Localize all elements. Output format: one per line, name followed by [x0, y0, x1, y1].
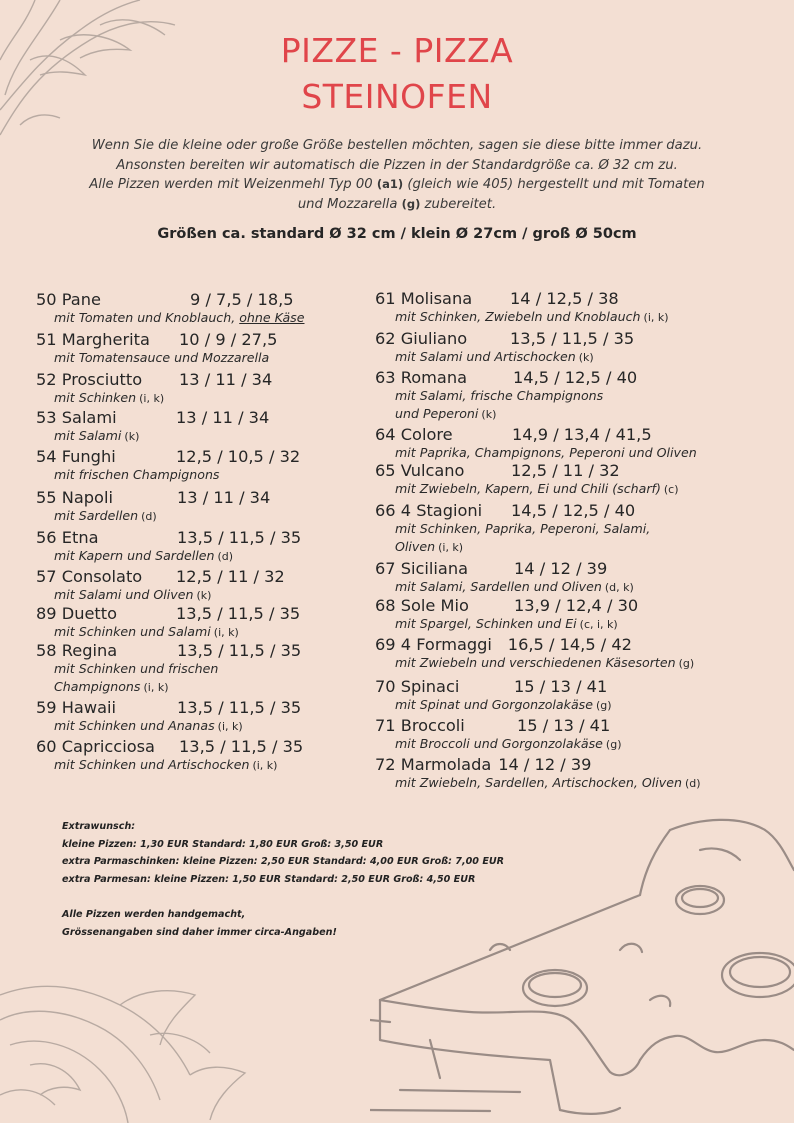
- pizza-price: 14,5 / 12,5 / 40: [511, 501, 636, 520]
- pizza-name: 68 Sole Mio: [375, 596, 469, 615]
- extras-section: [62, 818, 504, 941]
- pizza-name: 61 Molisana: [375, 289, 473, 308]
- extras-heading: Extrawunsch:: [62, 821, 136, 832]
- allergen-code: (i, k): [213, 626, 239, 639]
- pizza-name: 58 Regina: [36, 641, 118, 660]
- allergen-code: (c, i, k): [579, 618, 618, 631]
- pizza-description: mit Zwiebeln und verschiedenen Käsesorten (g): [395, 655, 695, 670]
- allergen-code: (i, k): [143, 680, 169, 694]
- allergen-code: (k): [481, 407, 497, 421]
- allergen-code: (g): [401, 196, 421, 211]
- pizza-description: mit Schinken und Artischocken (i, k): [54, 757, 278, 772]
- allergen-code: (k): [196, 589, 212, 602]
- allergen-code: (k): [124, 430, 140, 443]
- pizza-price: 13,5 / 11,5 / 35: [177, 698, 302, 717]
- page-title-line-1: PIZZE - PIZZA: [280, 31, 514, 70]
- pizza-price: 10 / 9 / 27,5: [179, 330, 278, 349]
- pizza-price: 14,5 / 12,5 / 40: [513, 368, 638, 387]
- pizza-description: mit frischen Champignons: [54, 467, 220, 482]
- pizza-description: mit Tomaten und Knoblauch, ohne Käse: [54, 310, 305, 325]
- pizza-description: Champignons (i, k): [54, 678, 169, 694]
- pizza-description: mit Paprika, Champignons, Peperoni und Oliven: [395, 445, 697, 460]
- pizza-description: mit Salami, Sardellen und Oliven (d, k): [395, 579, 634, 594]
- pizza-price: 14 / 12 / 39: [498, 755, 592, 774]
- pizza-description: mit Tomatensauce und Mozzarella: [54, 350, 270, 365]
- pizza-name: 54 Funghi: [36, 447, 116, 466]
- pizza-price: 13,9 / 12,4 / 30: [514, 596, 639, 615]
- pizza-price: 14 / 12 / 39: [514, 559, 608, 578]
- pizza-name: 62 Giuliano: [375, 329, 468, 348]
- pizza-name: 71 Broccoli: [375, 716, 465, 735]
- pizza-name: 67 Siciliana: [375, 559, 469, 578]
- intro-fragment: zubereitet.: [420, 196, 497, 212]
- pizza-description: mit Schinken und Ananas (i, k): [54, 718, 243, 733]
- pizza-description: mit Schinken und frischen: [54, 661, 219, 676]
- pizza-description: mit Salami (k): [54, 428, 140, 443]
- allergen-code: (k): [578, 351, 594, 364]
- pizza-price: 12,5 / 11 / 32: [176, 567, 285, 586]
- pizza-price: 15 / 13 / 41: [517, 716, 611, 735]
- allergen-code: (i, k): [252, 759, 278, 772]
- intro-text: [60, 136, 734, 214]
- pizza-description: mit Salami und Artischocken (k): [395, 349, 594, 364]
- pizza-name: 89 Duetto: [36, 604, 118, 623]
- intro-line: Ansonsten bereiten wir automatisch die Pizzen in der Standardgröße ca. Ø 32 cm zu.: [116, 157, 678, 173]
- allergen-code: (i, k): [217, 720, 243, 733]
- pizza-name: 50 Pane: [36, 290, 101, 309]
- pizza-description: mit Schinken und Salami (i, k): [54, 624, 239, 639]
- handmade-note: Alle Pizzen werden handgemacht,: [62, 908, 246, 920]
- pizza-name: 69 4 Formaggi: [375, 635, 492, 654]
- allergen-code: (d, k): [604, 581, 634, 594]
- allergen-code: (g): [678, 657, 695, 670]
- pizza-description: und Peperoni (k): [395, 405, 497, 421]
- pizza-description: mit Schinken, Paprika, Peperoni, Salami,: [395, 521, 651, 536]
- pizza-name: 55 Napoli: [36, 488, 113, 507]
- pizza-price: 13,5 / 11,5 / 35: [176, 604, 301, 623]
- pizza-description: mit Sardellen (d): [54, 508, 157, 523]
- pizza-description: mit Zwiebeln, Kapern, Ei und Chili (scharf) (c): [395, 481, 679, 496]
- pizza-price: 15 / 13 / 41: [514, 677, 608, 696]
- intro-fragment: Alle Pizzen werden mit Weizenmehl Typ 00: [89, 177, 377, 192]
- pizza-price: 9 / 7,5 / 18,5: [190, 290, 294, 309]
- pizza-price: 13,5 / 11,5 / 35: [510, 329, 635, 348]
- pizza-name: 66 4 Stagioni: [375, 501, 483, 520]
- pizza-name: 70 Spinaci: [375, 677, 460, 696]
- pizza-description: mit Zwiebeln, Sardellen, Artischocken, Oliven (d): [395, 775, 701, 790]
- pizza-price: 12,5 / 10,5 / 32: [176, 447, 301, 466]
- allergen-code: (d): [217, 550, 234, 563]
- page-title-line-2: STEINOFEN: [301, 77, 493, 116]
- pizza-price: 13,5 / 11,5 / 35: [177, 528, 302, 547]
- allergen-code: (g): [595, 699, 612, 712]
- pizza-price: 12,5 / 11 / 32: [511, 461, 620, 480]
- pizza-name: 64 Colore: [375, 425, 453, 444]
- pizza-price: 13 / 11 / 34: [179, 370, 273, 389]
- intro-fragment: (gleich wie 405) hergestellt und mit Tomaten: [403, 177, 705, 192]
- intro-line: [60, 195, 734, 215]
- pizza-description: mit Schinken, Zwiebeln und Knoblauch (i, k): [395, 309, 669, 324]
- allergen-code: (i, k): [438, 540, 464, 554]
- pizza-name: 51 Margherita: [36, 330, 150, 349]
- allergen-code: (a1): [376, 177, 404, 191]
- pizza-name: 60 Capricciosa: [36, 737, 155, 756]
- no-cheese-note: ohne Käse: [239, 310, 305, 325]
- pizza-description: mit Broccoli und Gorgonzolakäse (g): [395, 736, 622, 751]
- intro-line: [60, 175, 734, 195]
- extras-line: kleine Pizzen: 1,30 EUR Standard: 1,80 EUR Groß: 3,50 EUR: [62, 838, 384, 850]
- pizza-name: 56 Etna: [36, 528, 99, 547]
- allergen-code: (i, k): [643, 311, 669, 324]
- pizza-name: 65 Vulcano: [375, 461, 465, 480]
- size-info: Größen ca. standard Ø 32 cm / klein Ø 27cm / groß Ø 50cm: [157, 226, 637, 242]
- pizza-description: mit Salami und Oliven (k): [54, 587, 212, 602]
- pizza-name: 63 Romana: [375, 368, 468, 387]
- allergen-code: (d): [684, 777, 701, 790]
- pizza-price: 13 / 11 / 34: [177, 488, 271, 507]
- pizza-name: 53 Salami: [36, 408, 117, 427]
- pizza-description: mit Kapern und Sardellen (d): [54, 548, 234, 563]
- pizza-description: mit Schinken (i, k): [54, 390, 165, 405]
- pizza-description: mit Spinat und Gorgonzolakäse (g): [395, 697, 612, 712]
- pizza-name: 57 Consolato: [36, 567, 143, 586]
- pizza-price: 13 / 11 / 34: [176, 408, 270, 427]
- allergen-code: (d): [141, 510, 157, 523]
- allergen-code: (i, k): [139, 392, 165, 405]
- intro-fragment: und Mozzarella: [297, 196, 402, 212]
- pizza-name: 72 Marmolada: [375, 755, 492, 774]
- pizza-description: Oliven (i, k): [395, 538, 464, 554]
- pizza-price: 13,5 / 11,5 / 35: [177, 641, 302, 660]
- pizza-price: 14,9 / 13,4 / 41,5: [512, 425, 652, 444]
- pizza-name: 59 Hawaii: [36, 698, 116, 717]
- extras-line: extra Parmaschinken: kleine Pizzen: 2,50 EUR Standard: 4,00 EUR Groß: 7,00 EUR: [62, 856, 505, 868]
- pizza-price: 13,5 / 11,5 / 35: [179, 737, 304, 756]
- pizza-name: 52 Prosciutto: [36, 370, 143, 389]
- pizza-price: 14 / 12,5 / 38: [510, 289, 619, 308]
- acanthus-leaf-bottom-left-illustration: [0, 975, 260, 1123]
- extras-line: extra Parmesan: kleine Pizzen: 1,50 EUR Standard: 2,50 EUR Groß: 4,50 EUR: [62, 873, 476, 885]
- pizza-price: 16,5 / 14,5 / 42: [507, 635, 632, 654]
- pizza-description: mit Spargel, Schinken und Ei (c, i, k): [395, 616, 618, 631]
- pizza-description: mit Salami, frische Champignons: [395, 388, 604, 403]
- allergen-code: (c): [663, 483, 679, 496]
- intro-line: Wenn Sie die kleine oder große Größe bestellen möchten, sagen sie diese bitte immer dazu.: [91, 138, 703, 153]
- handmade-note: Grössenangaben sind daher immer circa-Angaben!: [62, 926, 337, 938]
- allergen-code: (g): [605, 738, 622, 751]
